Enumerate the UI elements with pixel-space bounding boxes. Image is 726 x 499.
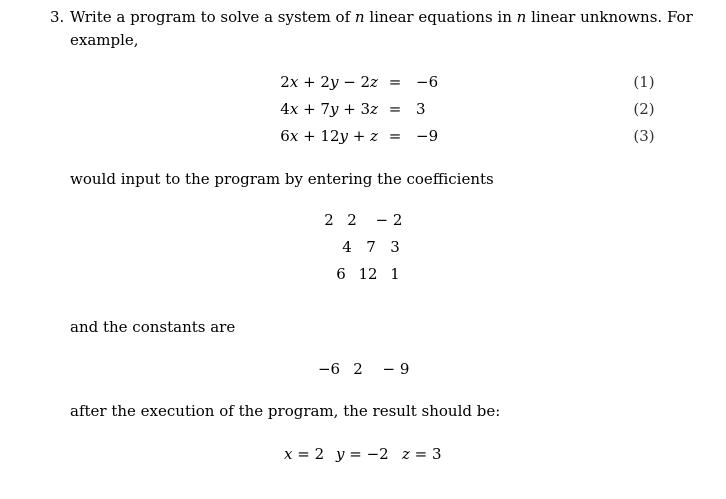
- result-var-z: z: [402, 445, 410, 463]
- coef-r1-c3: − 2: [375, 211, 403, 229]
- eq3-var-z: z: [370, 127, 378, 145]
- result-x: [284, 445, 324, 463]
- coef-r2-c2: 7: [366, 238, 376, 256]
- constant-2: 2: [353, 360, 363, 378]
- constant-3: − 9: [382, 360, 410, 378]
- coef-r2-c3: 3: [390, 238, 400, 256]
- equation-1-rhs: −6: [416, 73, 439, 91]
- coef-r2-c1: 4: [342, 238, 352, 256]
- problem-intro-line-2: example,: [70, 31, 139, 49]
- eq2-var-y: y: [329, 100, 339, 118]
- intro-text-1: Write a program to solve a system of: [70, 8, 355, 26]
- coef-r3-c2: 12: [358, 265, 378, 283]
- eq3-coef-z: +: [347, 127, 371, 145]
- intro-text-3: linear unknowns. For: [526, 8, 693, 26]
- problem-number: 3.: [50, 8, 65, 26]
- eq3-var-y: y: [339, 127, 348, 145]
- eq1-coef-y: + 2: [298, 73, 330, 91]
- equation-2-lhs: [258, 100, 378, 118]
- eq2-coef-x: 4: [280, 100, 290, 118]
- eq1-var-z: z: [370, 73, 378, 91]
- equation-3-rhs: −9: [416, 127, 439, 145]
- coef-r3-c1: 6: [336, 265, 346, 283]
- eq1-coef-z: − 2: [338, 73, 371, 91]
- result-z: [402, 445, 442, 463]
- result-value-y: = −2: [344, 445, 389, 463]
- problem-intro-line-1: [70, 8, 693, 26]
- result-value-x: = 2: [292, 445, 325, 463]
- equation-2-equals: =: [388, 100, 402, 118]
- equation-2-rhs: 3: [416, 100, 426, 118]
- coef-r3-c3: 1: [390, 265, 400, 283]
- eq3-coef-x: 6: [280, 127, 290, 145]
- intro-var-n-2: n: [516, 8, 527, 26]
- intro-text-2: linear equations in: [364, 8, 517, 26]
- eq2-var-x: x: [289, 100, 299, 118]
- eq1-coef-x: 2: [280, 73, 290, 91]
- equation-1-tag: (1): [633, 73, 655, 91]
- constants-sentence: and the constants are: [70, 318, 236, 336]
- eq2-var-z: z: [370, 100, 378, 118]
- equation-3-equals: =: [388, 127, 402, 145]
- equation-1-lhs: [258, 73, 378, 91]
- equation-3-lhs: [258, 127, 378, 145]
- coefficients-sentence: would input to the program by entering the coefficients: [70, 170, 494, 188]
- coef-r1-c2: 2: [347, 211, 357, 229]
- eq3-coef-y: + 12: [298, 127, 340, 145]
- result-var-y: y: [336, 445, 345, 463]
- equation-2-tag: (2): [633, 100, 655, 118]
- constant-1: −6: [317, 360, 341, 378]
- eq2-coef-z: + 3: [338, 100, 371, 118]
- equation-3-tag: (3): [633, 127, 655, 145]
- result-y: [336, 445, 389, 463]
- eq2-coef-y: + 7: [298, 100, 330, 118]
- result-var-x: x: [284, 445, 293, 463]
- equation-1-equals: =: [388, 73, 402, 91]
- eq3-var-x: x: [289, 127, 299, 145]
- coef-r1-c1: 2: [324, 211, 334, 229]
- eq1-var-y: y: [329, 73, 339, 91]
- result-value-z: = 3: [409, 445, 442, 463]
- result-sentence: after the execution of the program, the result should be:: [70, 402, 501, 420]
- intro-var-n-1: n: [354, 8, 365, 26]
- eq1-var-x: x: [289, 73, 299, 91]
